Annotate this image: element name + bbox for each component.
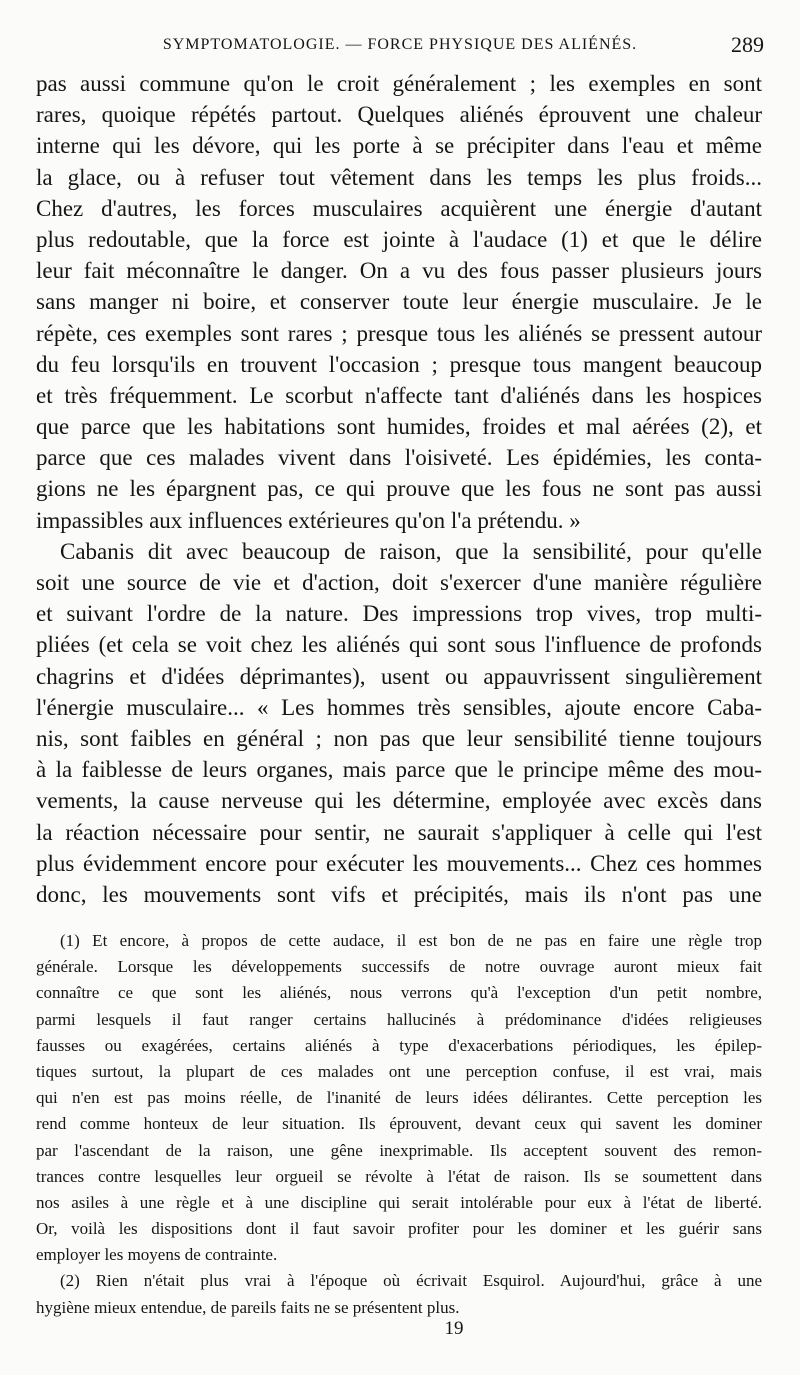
body-line: soit une source de vie et d'action, doit s'exercer d'une manière régulière bbox=[36, 570, 762, 595]
body-line: parce que ces malades vivent dans l'oisiveté. Les épidémies, les conta- bbox=[36, 445, 762, 471]
page-header bbox=[36, 32, 764, 62]
footnote-line: Or, voilà les dispositions dont il faut savoir profiter pour les dominer et les guérir sans bbox=[36, 1219, 762, 1239]
footnote-line: nos asiles à une règle et à une discipline qui serait intolérable pour eux à l'état de liberté. bbox=[36, 1192, 762, 1212]
footnote-line: qui n'en est pas moins réelle, de l'inanité de leurs idées délirantes. Cette perception les bbox=[36, 1088, 762, 1108]
body-line: la réaction nécessaire pour sentir, ne saurait s'appliquer à celle qui l'est bbox=[36, 819, 762, 845]
body-line: vements, la cause nerveuse qui les détermine, employée avec excès dans bbox=[36, 788, 762, 814]
body-line: plus évidemment encore pour exécuter les mouvements... Chez ces hommes bbox=[36, 850, 762, 876]
footnote-line: parmi lesquels il faut ranger certains hallucinés à prédominance d'idées religieuses bbox=[36, 1009, 762, 1029]
footnote-line: employer les moyens de contrainte. bbox=[36, 1245, 278, 1265]
body-line: plus redoutable, que la force est jointe à l'audace (1) et que le délire bbox=[36, 226, 762, 252]
body-line: à la faiblesse de leurs organes, mais parce que le principe même des mou- bbox=[36, 757, 762, 783]
page-number: 289 bbox=[731, 32, 764, 57]
body-line: du feu lorsqu'ils en trouvent l'occasion ; presque tous mangent beaucoup bbox=[36, 351, 762, 377]
footnote-line: tiques surtout, la plupart de ces malades ont une perception confuse, il est vrai, mais bbox=[36, 1061, 762, 1081]
running-head: SYMPTOMATOLOGIE. — FORCE PHYSIQUE DES ALIÉNÉS. bbox=[162, 36, 638, 53]
footnote-line: (2) Rien n'était plus vrai à l'époque où écrivait Esquirol. Aujourd'hui, grâce à une bbox=[60, 1271, 762, 1291]
body-line: Cabanis dit avec beaucoup de raison, que la sensibilité, pour qu'elle bbox=[60, 538, 762, 564]
body-line: sans manger ni boire, et conserver toute leur énergie musculaire. Je le bbox=[36, 289, 762, 315]
body-line: nis, sont faibles en général ; non pas que leur sensibilité tienne toujours bbox=[36, 725, 762, 751]
body-line: leur fait méconnaître le danger. On a vu des fous passer plusieurs jours bbox=[36, 258, 762, 284]
body-line: que parce que les habitations sont humides, froides et mal aérées (2), et bbox=[36, 414, 762, 440]
footnotes bbox=[36, 928, 762, 1321]
footnote-line: fausses ou exagérées, certains aliénés à type d'exacerbations périodiques, les épilep- bbox=[36, 1035, 762, 1055]
body-line: gions ne les épargnent pas, ce qui prouve que les fous ne sont pas aussi bbox=[36, 476, 762, 502]
footnote-line: hygiène mieux entendue, de pareils faits ne se présentent plus. bbox=[36, 1297, 460, 1317]
footnote-line: trances contre lesquelles leur orgueil se révolte à l'état de raison. Ils se soumettent dans bbox=[36, 1166, 762, 1186]
body-line: pas aussi commune qu'on le croit généralement ; les exemples en sont bbox=[36, 71, 762, 96]
footnote-line: connaître ce que sont les aliénés, nous verrons qu'à l'exception d'un petit nombre, bbox=[36, 983, 762, 1003]
body-line: et très fréquemment. Le scorbut n'affecte tant d'aliénés dans les hospices bbox=[36, 382, 762, 408]
body-line: la glace, ou à refuser tout vêtement dans les temps les plus froids... bbox=[36, 164, 762, 190]
body-line: interne qui les dévore, qui les porte à se précipiter dans l'eau et même bbox=[36, 133, 762, 159]
body-line: Chez d'autres, les forces musculaires acquièrent une énergie d'autant bbox=[36, 195, 762, 221]
body-line: pliées (et cela se voit chez les aliénés qui sont sous l'influence de profonds bbox=[36, 632, 762, 658]
body-line: rares, quoique répétés partout. Quelques aliénés éprouvent une chaleur bbox=[36, 102, 762, 128]
footnote-line: rend comme honteux de leur situation. Ils éprouvent, devant ceux qui savent les dominer bbox=[36, 1114, 762, 1134]
footnote-line: (1) Et encore, à propos de cette audace, il est bon de ne pas en faire une règle trop bbox=[60, 931, 762, 950]
body-line: et suivant l'ordre de la nature. Des impressions trop vives, trop multi- bbox=[36, 601, 762, 627]
body-line: impassibles aux influences extérieures qu'on l'a prétendu. » bbox=[36, 507, 581, 533]
body-line: chagrins et d'idées déprimantes), usent ou appauvrissent singulièrement bbox=[36, 663, 762, 689]
printer-signature: 19 bbox=[444, 1318, 464, 1339]
footnote-line: générale. Lorsque les développements successifs de notre ouvrage auront mieux fait bbox=[36, 957, 762, 977]
footnote-line: par l'ascendant de la raison, une gêne inexprimable. Ils acceptent souvent des remon- bbox=[36, 1140, 762, 1160]
body-line: l'énergie musculaire... « Les hommes très sensibles, ajoute encore Caba- bbox=[36, 694, 762, 720]
body-line: répète, ces exemples sont rares ; presque tous les aliénés se pressent autour bbox=[36, 320, 762, 346]
body-line: donc, les mouvements sont vifs et précipités, mais ils n'ont pas une bbox=[36, 881, 762, 907]
body-text bbox=[36, 68, 762, 910]
